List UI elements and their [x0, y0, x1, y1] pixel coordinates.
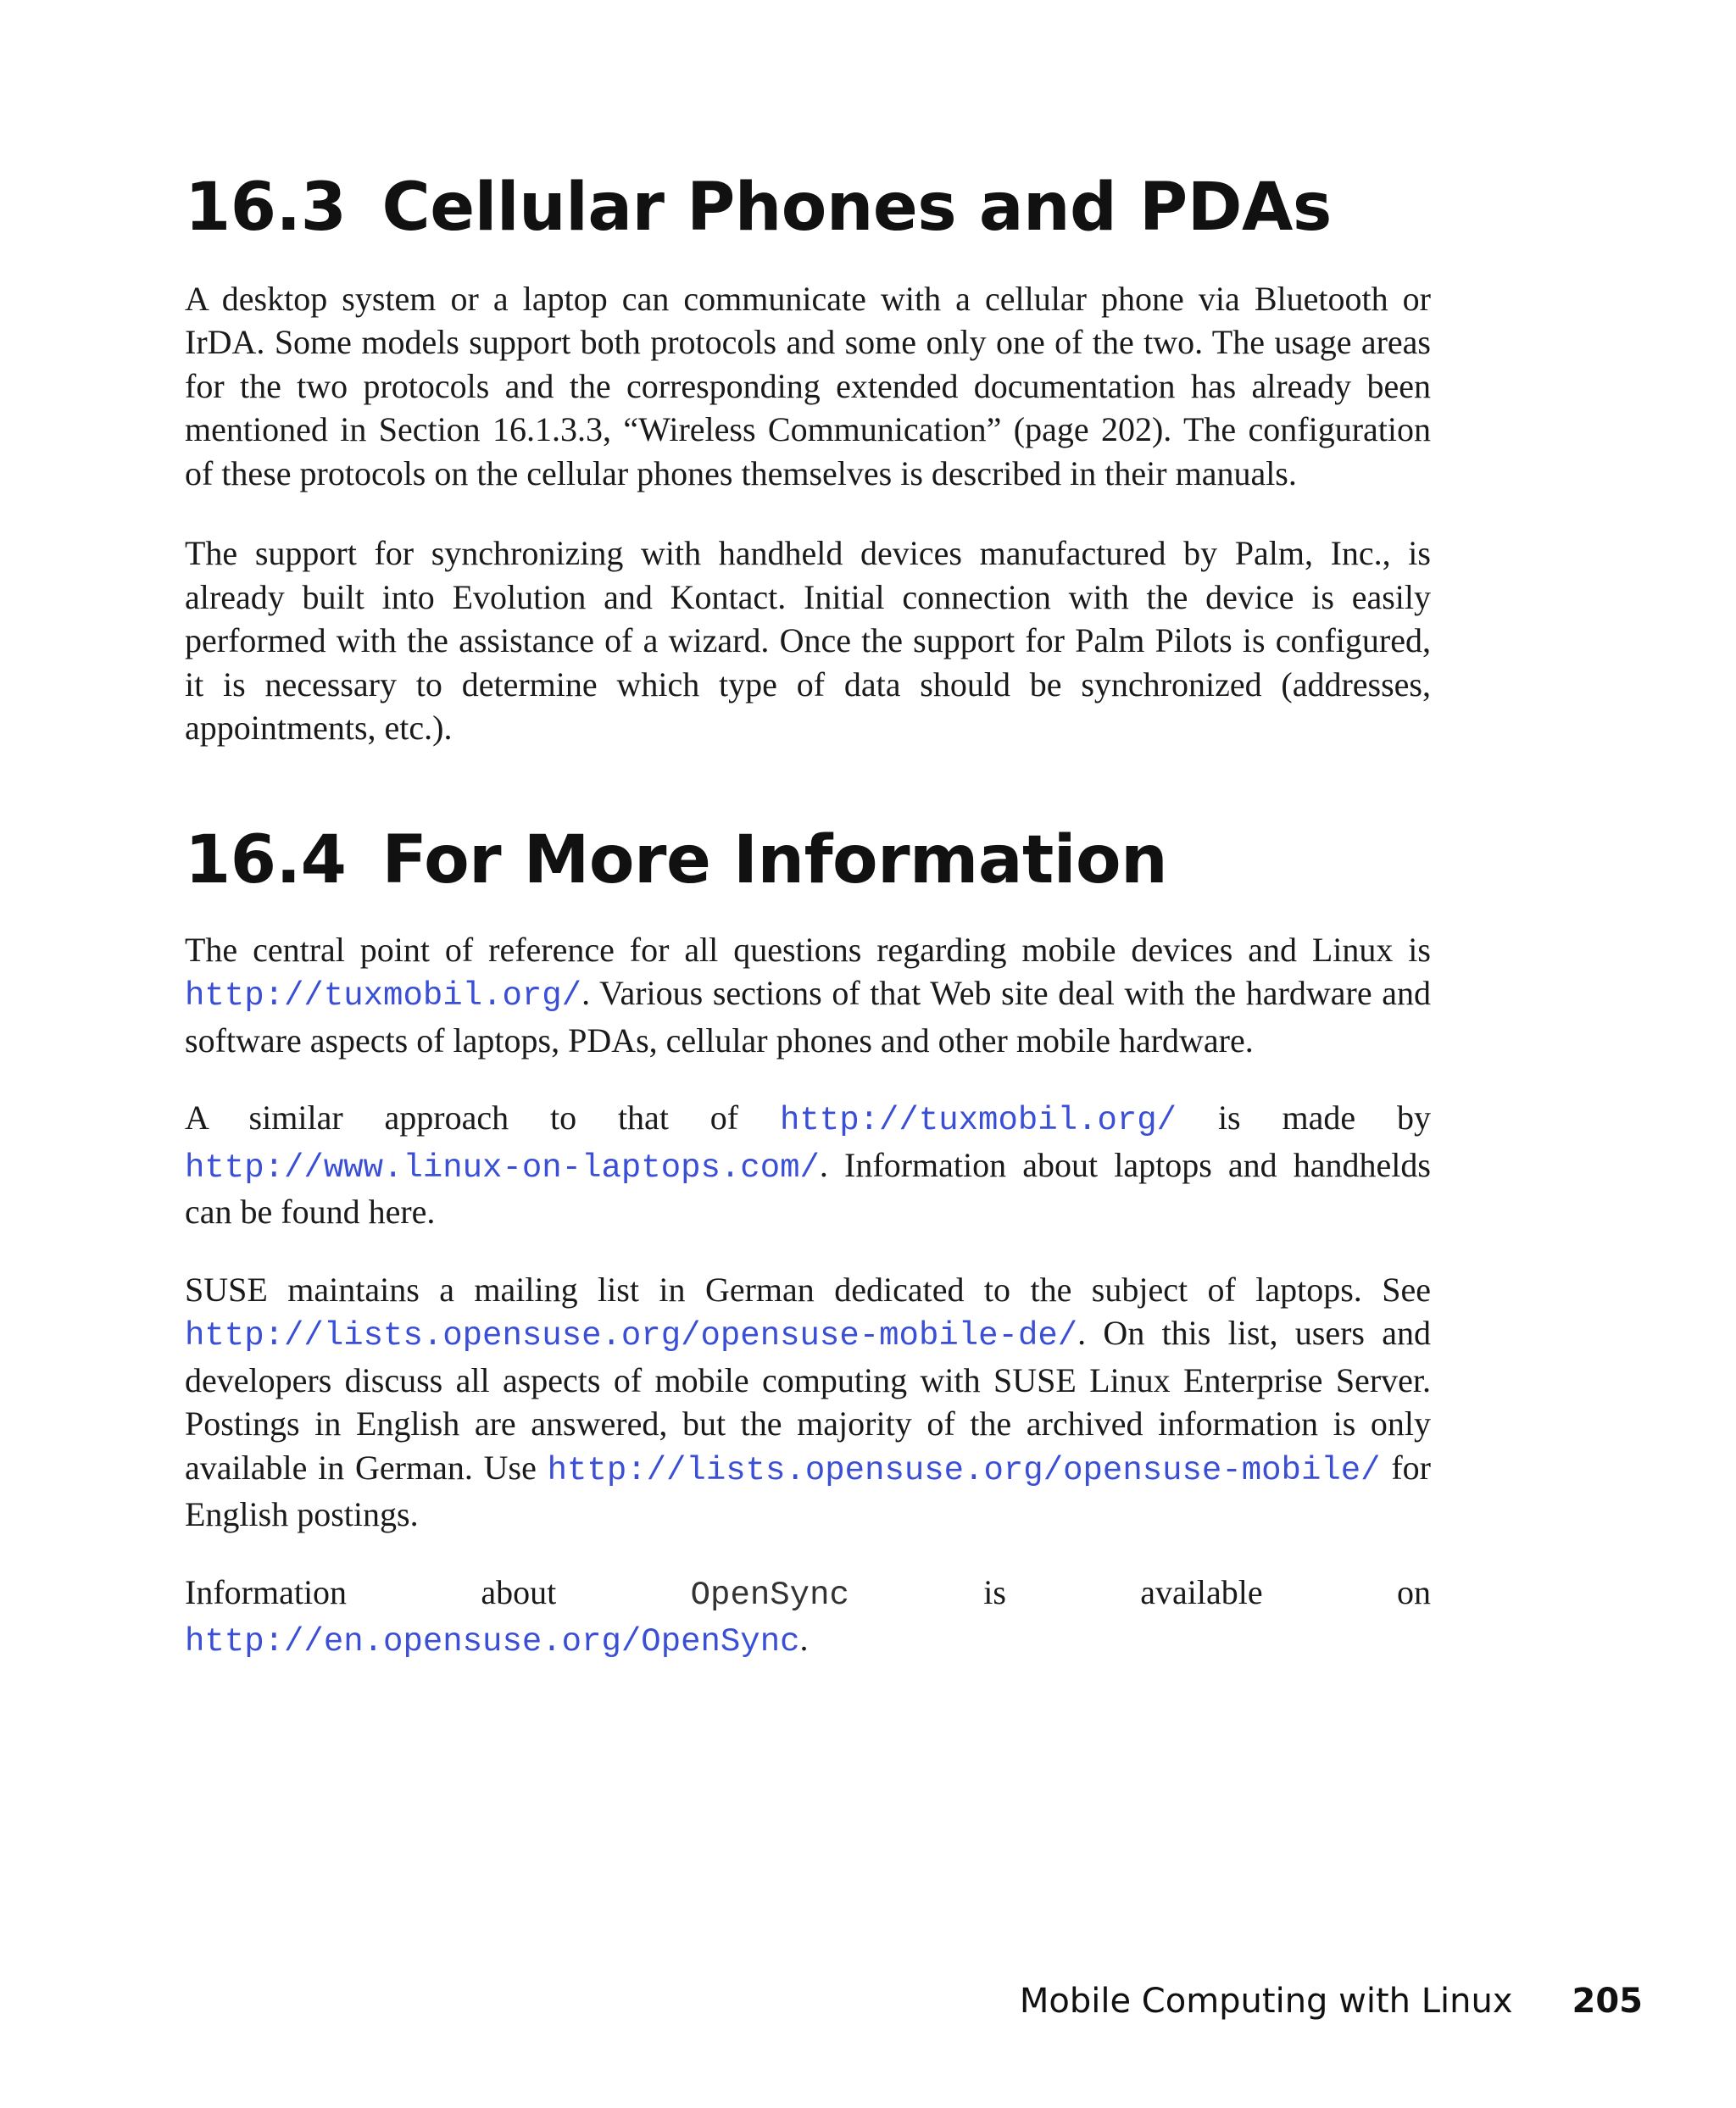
text-run: A similar approach to that of — [185, 1098, 780, 1137]
opensync-code: OpenSync — [690, 1576, 849, 1614]
page-number: 205 — [1572, 1982, 1643, 2021]
section-heading-16-3 — [185, 170, 1431, 246]
paragraph-palm-sync: The support for synchronizing with handheld devices manufactured by Palm, Inc., is already built into Evolution and Kontact. Initial connection with the device is easily performed with the assistance of a wizard. Once the support for Palm Pilots is configured, it is necessary to determine which type of data should be synchronized (addresses, appointments, etc.). — [185, 534, 1431, 748]
section-number: 16.4 — [185, 821, 347, 898]
text-run: is made by — [1177, 1098, 1431, 1137]
page-content — [185, 170, 1431, 1665]
section-title: Cellular Phones and PDAs — [381, 170, 1332, 246]
opensuse-mobile-de-link[interactable]: http://lists.opensuse.org/opensuse-mobile-de/ — [185, 1317, 1078, 1355]
text-run: is available on — [849, 1572, 1431, 1611]
tuxmobil-link[interactable]: http://tuxmobil.org/ — [185, 977, 582, 1015]
paragraph-opensync — [185, 1571, 1431, 1665]
text-run: for English postings. — [185, 1448, 1431, 1534]
section-heading-16-4 — [185, 821, 1431, 898]
opensuse-mobile-link[interactable]: http://lists.opensuse.org/opensuse-mobile/ — [547, 1451, 1381, 1489]
paragraph-tuxmobil — [185, 928, 1431, 1063]
text-run: The central point of reference for all questions regarding mobile devices and Linux is — [185, 930, 1431, 969]
text-run: SUSE maintains a mailing list in German dedicated to the subject of laptops. See — [185, 1270, 1431, 1309]
footer-chapter-title: Mobile Computing with Linux — [1019, 1982, 1513, 2021]
tuxmobil-link[interactable]: http://tuxmobil.org/ — [780, 1102, 1177, 1140]
opensync-link[interactable]: http://en.opensuse.org/OpenSync — [185, 1623, 800, 1661]
paragraph-linux-on-laptops — [185, 1096, 1431, 1234]
linux-on-laptops-link[interactable]: http://www.linux-on-laptops.com/ — [185, 1149, 820, 1187]
text-run: . On this list, users and developers discuss all aspects of mobile computing with SUSE Linux Enterprise Server. Postings in English are answered, but the majority of the archived information is only available in German. Use — [185, 1314, 1431, 1487]
section-title: For More Information — [381, 821, 1168, 898]
text-run: . Various sections of that Web site deal with the hardware and software aspects of laptops, PDAs, cellular phones and other mobile hardware. — [185, 974, 1431, 1060]
text-run: . Information about laptops and handhelds can be found here. — [185, 1145, 1431, 1232]
paragraph-cellular-intro: A desktop system or a laptop can communicate with a cellular phone via Bluetooth or IrDA. Some models support both protocols and some only one of the two. The usage areas for the two protocols and the corresponding extended documentation has already been mentioned in Section 16.1.3.3, “Wireless Communication” (page 202). The configuration of these protocols on the cellular phones themselves is described in their manuals. — [185, 279, 1431, 492]
section-number: 16.3 — [185, 170, 347, 246]
paragraph-mailing-list — [185, 1268, 1431, 1537]
text-run: . — [799, 1620, 809, 1659]
text-run: Information about — [185, 1572, 691, 1611]
page-footer — [1020, 1982, 1643, 2021]
